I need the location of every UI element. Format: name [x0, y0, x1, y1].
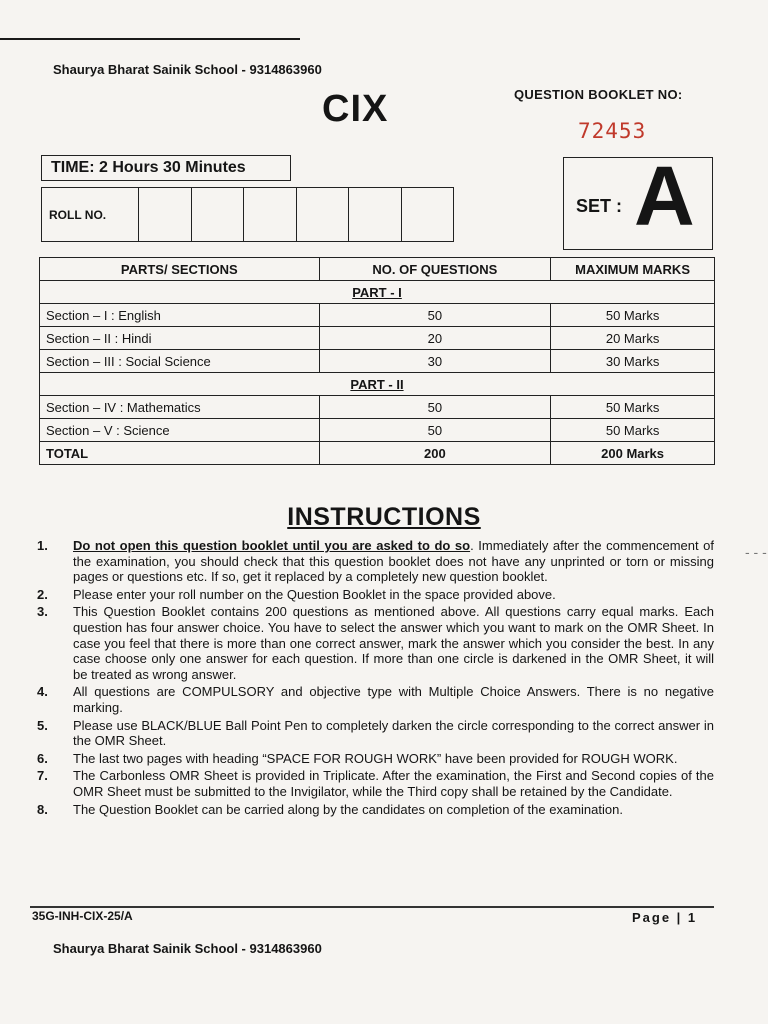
- marks-cell: 50 Marks: [551, 396, 715, 419]
- questions-cell: 50: [319, 304, 551, 327]
- instruction-item: [37, 604, 714, 682]
- part-row: [40, 281, 715, 304]
- instruction-number: 2.: [37, 586, 48, 602]
- school-header: Shaurya Bharat Sainik School - 9314863960: [53, 62, 322, 77]
- marks-cell: 30 Marks: [551, 350, 715, 373]
- section-cell: Section – V : Science: [40, 419, 320, 442]
- column-header: PARTS/ SECTIONS: [40, 258, 320, 281]
- instruction-item: [37, 538, 714, 585]
- marks-cell: 20 Marks: [551, 327, 715, 350]
- instructions-heading: INSTRUCTIONS: [287, 503, 481, 531]
- time-box: TIME: 2 Hours 30 Minutes: [41, 155, 291, 181]
- footer-rule: [30, 906, 714, 908]
- instruction-item: [37, 718, 714, 749]
- booklet-number-label: QUESTION BOOKLET NO:: [514, 87, 683, 102]
- questions-cell: 200: [319, 442, 551, 465]
- instruction-item: [37, 802, 714, 818]
- questions-cell: 50: [319, 419, 551, 442]
- questions-cell: 30: [319, 350, 551, 373]
- instructions-list: [37, 538, 714, 819]
- section-cell: Section – II : Hindi: [40, 327, 320, 350]
- set-box: [563, 149, 713, 250]
- paper-code: CIX: [322, 88, 389, 130]
- marks-cell: 50 Marks: [551, 419, 715, 442]
- total-row: [40, 442, 715, 465]
- roll-number-box: [41, 187, 454, 242]
- section-cell: Section – IV : Mathematics: [40, 396, 320, 419]
- instruction-number: 4.: [37, 684, 48, 700]
- roll-digit-cell[interactable]: [244, 188, 297, 241]
- instruction-number: 1.: [37, 538, 48, 553]
- marks-table: [39, 257, 715, 465]
- instruction-item: [37, 587, 714, 603]
- instruction-text: Please use BLACK/BLUE Ball Point Pen to completely darken the circle corresponding to the correct answer in the OMR Sheet.: [73, 717, 714, 749]
- set-label: SET :: [576, 196, 623, 216]
- table-row: [40, 350, 715, 373]
- instruction-item: [37, 684, 714, 715]
- roll-digit-cell[interactable]: [192, 188, 245, 241]
- table-row: [40, 327, 715, 350]
- column-header: MAXIMUM MARKS: [551, 258, 715, 281]
- set-letter: A: [634, 149, 695, 243]
- school-footer: Shaurya Bharat Sainik School - 9314863960: [53, 941, 322, 956]
- booklet-number: 72453: [578, 119, 647, 143]
- part-label: PART - II: [350, 376, 404, 392]
- table-row: [40, 304, 715, 327]
- roll-digit-cell[interactable]: [297, 188, 350, 241]
- questions-cell: 50: [319, 396, 551, 419]
- instruction-item: [37, 751, 714, 767]
- roll-digit-cell[interactable]: [349, 188, 402, 241]
- section-cell: TOTAL: [40, 442, 320, 465]
- instruction-lead: Do not open this question booklet until you are asked to do so: [73, 538, 471, 553]
- instruction-number: 3.: [37, 604, 48, 620]
- margin-mark: - - -: [745, 544, 767, 560]
- table-row: [40, 419, 715, 442]
- paper-footer-code: 35G-INH-CIX-25/A: [32, 909, 133, 923]
- instruction-text: . Immediately after the commencement of the examination, you should check that this question booklet does not have any unprinted or torn or missing pages or questions etc. If so, get it replaced by a completely new question booklet.: [73, 538, 714, 585]
- page-number: Page | 1: [632, 910, 698, 925]
- instruction-text: All questions are COMPULSORY and objective type with Multiple Choice Answers. There is no negative marking.: [73, 684, 714, 715]
- part-label: PART - I: [352, 284, 402, 300]
- section-cell: Section – III : Social Science: [40, 350, 320, 373]
- questions-cell: 20: [319, 327, 551, 350]
- instruction-text: The Carbonless OMR Sheet is provided in Triplicate. After the examination, the First and Second copies of the OMR Sheet must be submitted to the Invigilator, while the Third copy shall be retained by the Candidate.: [73, 768, 714, 799]
- instruction-number: 8.: [37, 801, 48, 817]
- instruction-number: 7.: [37, 768, 48, 784]
- instruction-text: This Question Booklet contains 200 questions as mentioned above. All questions carry equal marks. Each question has four answer choice. You have to select the answer which you want to mark on the OMR Sheet. In case you feel that there is more than one correct answer, mark the answer which you consider the best. In any case choose only one answer for each question. If more than one circle is darkened in the OMR Sheet, it will be treated as wrong answer.: [73, 604, 714, 682]
- column-header: NO. OF QUESTIONS: [319, 258, 551, 281]
- instruction-text: The last two pages with heading “SPACE FOR ROUGH WORK” have been provided for ROUGH WORK.: [73, 750, 678, 766]
- roll-digit-cell[interactable]: [139, 188, 192, 241]
- instruction-text: Please enter your roll number on the Question Booklet in the space provided above.: [73, 586, 556, 602]
- instruction-text: The Question Booklet can be carried along by the candidates on completion of the examination.: [73, 801, 623, 817]
- roll-number-label: ROLL NO.: [42, 188, 139, 241]
- section-cell: Section – I : English: [40, 304, 320, 327]
- marks-cell: 50 Marks: [551, 304, 715, 327]
- instruction-number: 6.: [37, 750, 48, 766]
- top-rule: [0, 38, 300, 40]
- table-header-row: [40, 258, 715, 281]
- marks-cell: 200 Marks: [551, 442, 715, 465]
- instruction-item: [37, 768, 714, 799]
- roll-digit-cell[interactable]: [402, 188, 454, 241]
- table-row: [40, 396, 715, 419]
- instruction-number: 5.: [37, 717, 48, 733]
- part-row: [40, 373, 715, 396]
